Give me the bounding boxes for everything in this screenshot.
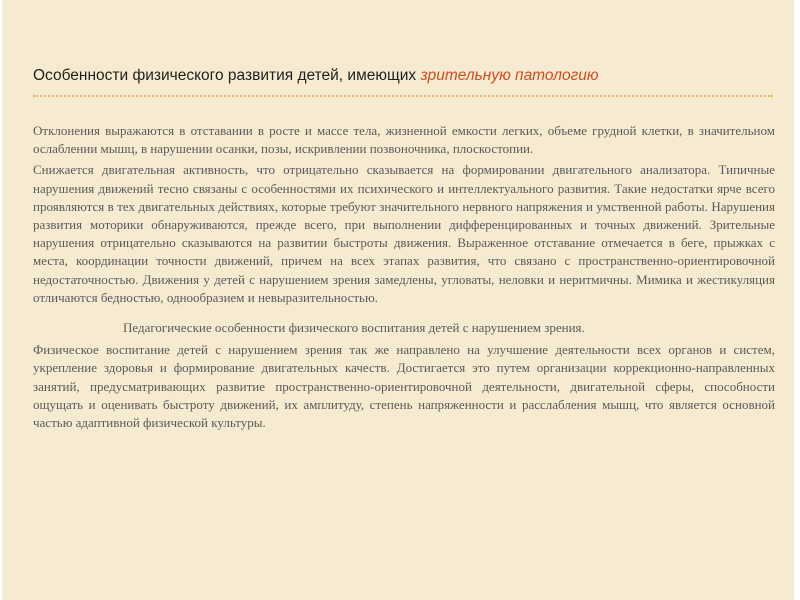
body-paragraph-1: Отклонения выражаются в отставании в росте и массе тела, жизненной емкости легких, объеме грудной клетки, в значительном ослаблении мышц, в нарушении осанки, позы, искривлении позвоночника, плоскостопии.	[33, 123, 775, 157]
section-subheading: Педагогические особенности физического воспитания детей с нарушением зрения.	[123, 320, 585, 336]
slide-title	[33, 66, 773, 86]
slide-right-edge	[794, 0, 800, 600]
slide-body	[33, 122, 775, 435]
body-paragraph-3: Физическое воспитание детей с нарушением зрения так же направлено на улучшение деятельности всех органов и систем, укрепление здоровья и формирование двигательных качеств. Достигается это путем организации коррекционно-направленных занятий, предусматривающих развитие пространственно-ориентировочной деятельности, двигательной сферы, способности ощущать и оценивать быстроту движений, их амплитуду, степень напряженности и расслабления мышц, что является основной частью адаптивной физической культуры.	[33, 342, 775, 431]
title-divider	[33, 95, 773, 97]
slide-title-main: Особенности физического развития детей, имеющих	[33, 67, 421, 84]
slide-left-edge	[0, 0, 2, 600]
slide-title-highlight: зрительную патологию	[420, 67, 599, 84]
body-paragraph-2: Снижается двигательная активность, что отрицательно сказывается на формировании двигательного анализатора. Типичные нарушения движений тесно связаны с особенностями их психического и интеллектуального развития. Такие недостатки ярче всего проявляются в тех двигательных действиях, которые требуют значительного нервного напряжения и умственной работы. Нарушения развития моторики обнаруживаются, прежде всего, при выполнении дифференцированных и точных движений. Зрительные нарушения отрицательно сказываются на развитии быстроты движения. Выраженное отставание отмечается в беге, прыжках с места, координации точности движений, причем на всех этапах развития, что связано с пространственно-ориентировочной недостаточностью. Движения у детей с нарушением зрения замедлены, угловаты, неловки и неритмичны. Мимика и жестикуляция отличаются бедностью, однообразием и невыразительностью.	[33, 162, 775, 305]
